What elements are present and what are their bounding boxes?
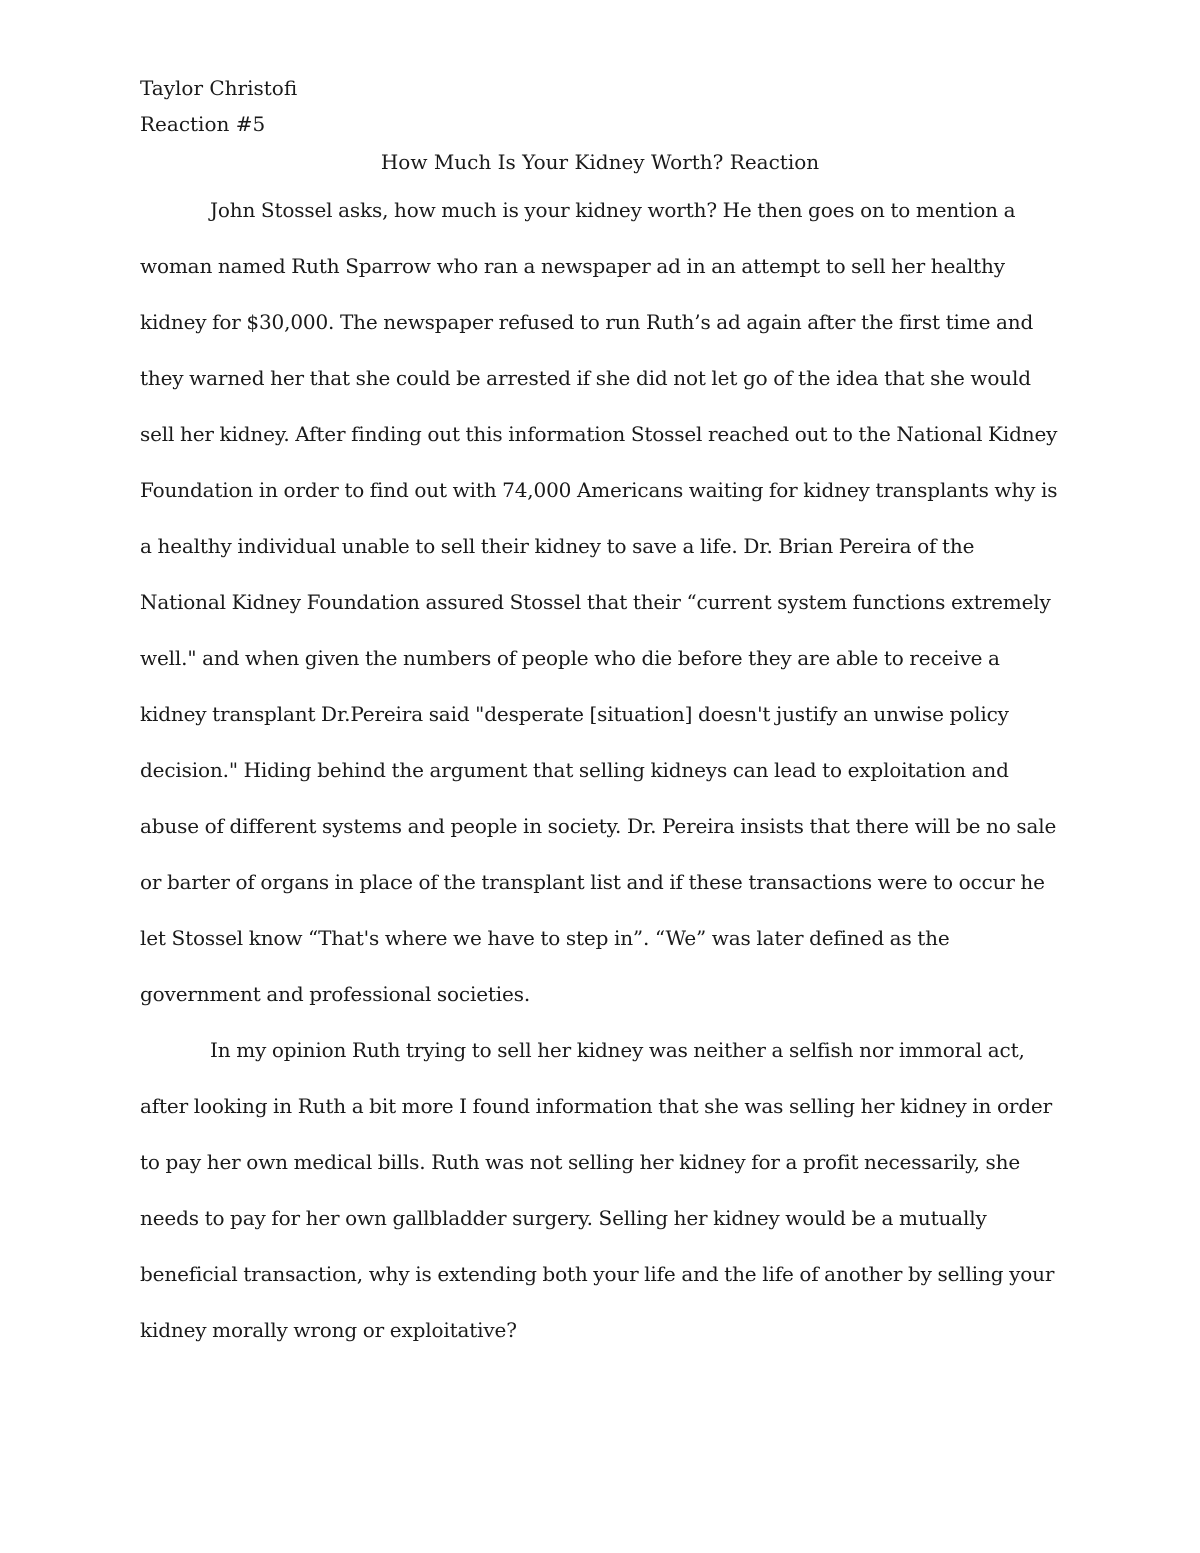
paragraph-2: In my opinion Ruth trying to sell her kidney was neither a selfish nor immoral act, after looking in Ruth a bit more I found information that she was selling her kidney in order to pay her own medical bills. Ruth was not selling her kidney for a profit necessarily, she needs to pay for her own gallbladder surgery. Selling her kidney would be a mutually beneficial transaction, why is extending both your life and the life of another by selling your kidney morally wrong or exploitative? — [140, 1038, 1055, 1342]
document-body — [140, 70, 1060, 1358]
paragraph-1: John Stossel asks, how much is your kidney worth? He then goes on to mention a woman named Ruth Sparrow who ran a newspaper ad in an attempt to sell her healthy kidney for $30,000. The newspaper refused to run Ruth’s ad again after the first time and they warned her that she could be arrested if she did not let go of the idea that she would sell her kidney. After finding out this information Stossel reached out to the National Kidney Foundation in order to find out with 74,000 Americans waiting for kidney transplants why is a healthy individual unable to sell their kidney to save a life. Dr. Brian Pereira of the National Kidney Foundation assured Stossel that their “current system functions extremely well." and when given the numbers of people who die before they are able to receive a kidney transplant Dr.Pereira said "desperate [situation] doesn't justify an unwise policy decision." Hiding behind the argument that selling kidneys can lead to exploitation and abuse of different systems and people in society. Dr. Pereira insists that there will be no sale or barter of organs in place of the transplant list and if these transactions were to occur he let Stossel know “That's where we have to step in”. “We” was later defined as the government and professional societies. — [140, 198, 1058, 1006]
assignment-label: Reaction #5 — [140, 112, 266, 136]
author-name: Taylor Christofi — [140, 76, 298, 100]
document-title: How Much Is Your Kidney Worth? Reaction — [380, 150, 820, 174]
